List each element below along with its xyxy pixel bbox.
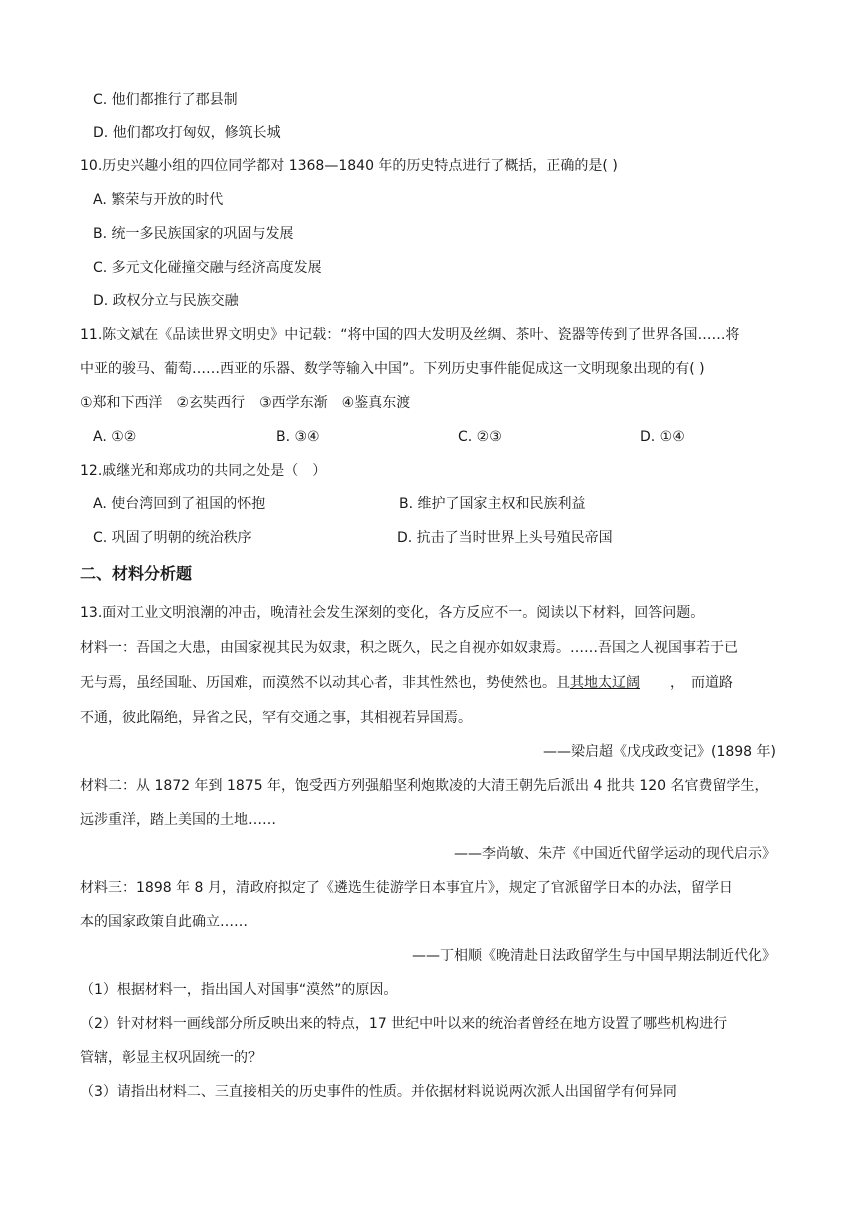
subquestion-3: （3）请指出材料二、三直接相关的历史事件的性质。并依据材料说说两次派人出国留学有何异同 — [80, 1084, 677, 1100]
material3-source: ——丁相顺《晚清赴日法政留学生与中国早期法制近代化》 — [412, 948, 776, 964]
q12-option-c: C. 巩固了明朝的统治秩序 — [93, 530, 252, 546]
q12-stem: 12.戚继光和郑成功的共同之处是（ ） — [80, 463, 327, 479]
material1-source: ——梁启超《戊戌政变记》(1898 年) — [542, 744, 776, 760]
q10-option-a: A. 繁荣与开放的时代 — [93, 192, 224, 208]
subquestion-2-line1: （2）针对材料一画线部分所反映出来的特点，17 世纪中叶以来的统治者曾经在地方设置了哪些机构进行 — [80, 1016, 728, 1032]
material1-line2-text: 无与焉，虽经国耻、历国难，而漠然不以动其心者，非其性然也，势使然也。且 — [80, 675, 570, 691]
material3-line1: 材料三：1898 年 8 月，清政府拟定了《遴选生徒游学日本事宜片》，规定了官派留学日本的办法，留学日 — [80, 880, 733, 896]
q11-option-b: B. ③④ — [276, 429, 320, 445]
q10-stem: 10.历史兴趣小组的四位同学都对 1368—1840 年的历史特点进行了概括，正确的是( ) — [80, 158, 618, 174]
material1-line2-tail: ， 而道路 — [670, 675, 733, 691]
material2-line2: 远涉重洋，踏上美国的土地…… — [80, 812, 276, 828]
q11-option-c: C. ②③ — [458, 429, 502, 445]
q9-option-c: C. 他们都推行了郡县制 — [93, 92, 238, 108]
section-heading: 二、材料分析题 — [80, 564, 193, 583]
material1-line2 — [80, 673, 733, 693]
material3-line2: 本的国家政策自此确立…… — [80, 914, 248, 930]
q10-option-c: C. 多元文化碰撞交融与经济高度发展 — [93, 260, 322, 276]
material1-line1: 材料一：吾国之大患，由国家视其民为奴隶，积之既久，民之自视亦如奴隶焉。……吾国之人视国事若于已 — [80, 640, 738, 656]
q10-option-d: D. 政权分立与民族交融 — [93, 293, 239, 309]
subquestion-2-line2: 管辖，彰显主权巩固统一的？ — [80, 1050, 262, 1066]
q12-option-a: A. 使台湾回到了祖国的怀抱 — [93, 496, 266, 512]
material1-line3: 不通，彼此隔绝，异省之民，罕有交通之事，其相视若异国焉。 — [80, 710, 472, 726]
material2-source: ——李尚敏、朱芹《中国近代留学运动的现代启示》 — [454, 846, 776, 862]
q9-option-d: D. 他们都攻打匈奴，修筑长城 — [93, 125, 281, 141]
q12-option-d: D. 抗击了当时世界上头号殖民帝国 — [397, 530, 613, 546]
material1-underlined-phrase: 其地太辽阔 — [570, 675, 640, 691]
q13-stem: 13.面对工业文明浪潮的冲击，晚清社会发生深刻的变化，各方反应不一。阅读以下材料，回答问题。 — [80, 605, 705, 621]
q11-stem-line2: 中亚的骏马、葡萄……西亚的乐器、数学等输入中国”。下列历史事件能促成这一文明现象出现的有( ) — [80, 361, 705, 377]
q11-stem-line1: 11.陈文斌在《品读世界文明史》中记载：“将中国的四大发明及丝绸、茶叶、瓷器等传到了世界各国……将 — [80, 327, 740, 343]
q11-option-d: D. ①④ — [640, 429, 685, 445]
q11-items: ①郑和下西洋 ②玄奘西行 ③西学东渐 ④鉴真东渡 — [80, 395, 411, 411]
material2-line1: 材料二：从 1872 年到 1875 年，饱受西方列强船坚利炮欺凌的大清王朝先后派出 4 批共 120 名官费留学生， — [80, 778, 769, 794]
subquestion-1: （1）根据材料一，指出国人对国事“漠然”的原因。 — [80, 982, 398, 998]
q12-option-b: B. 维护了国家主权和民族利益 — [399, 496, 586, 512]
q11-option-a: A. ①② — [93, 429, 137, 445]
q10-option-b: B. 统一多民族国家的巩固与发展 — [93, 226, 294, 242]
